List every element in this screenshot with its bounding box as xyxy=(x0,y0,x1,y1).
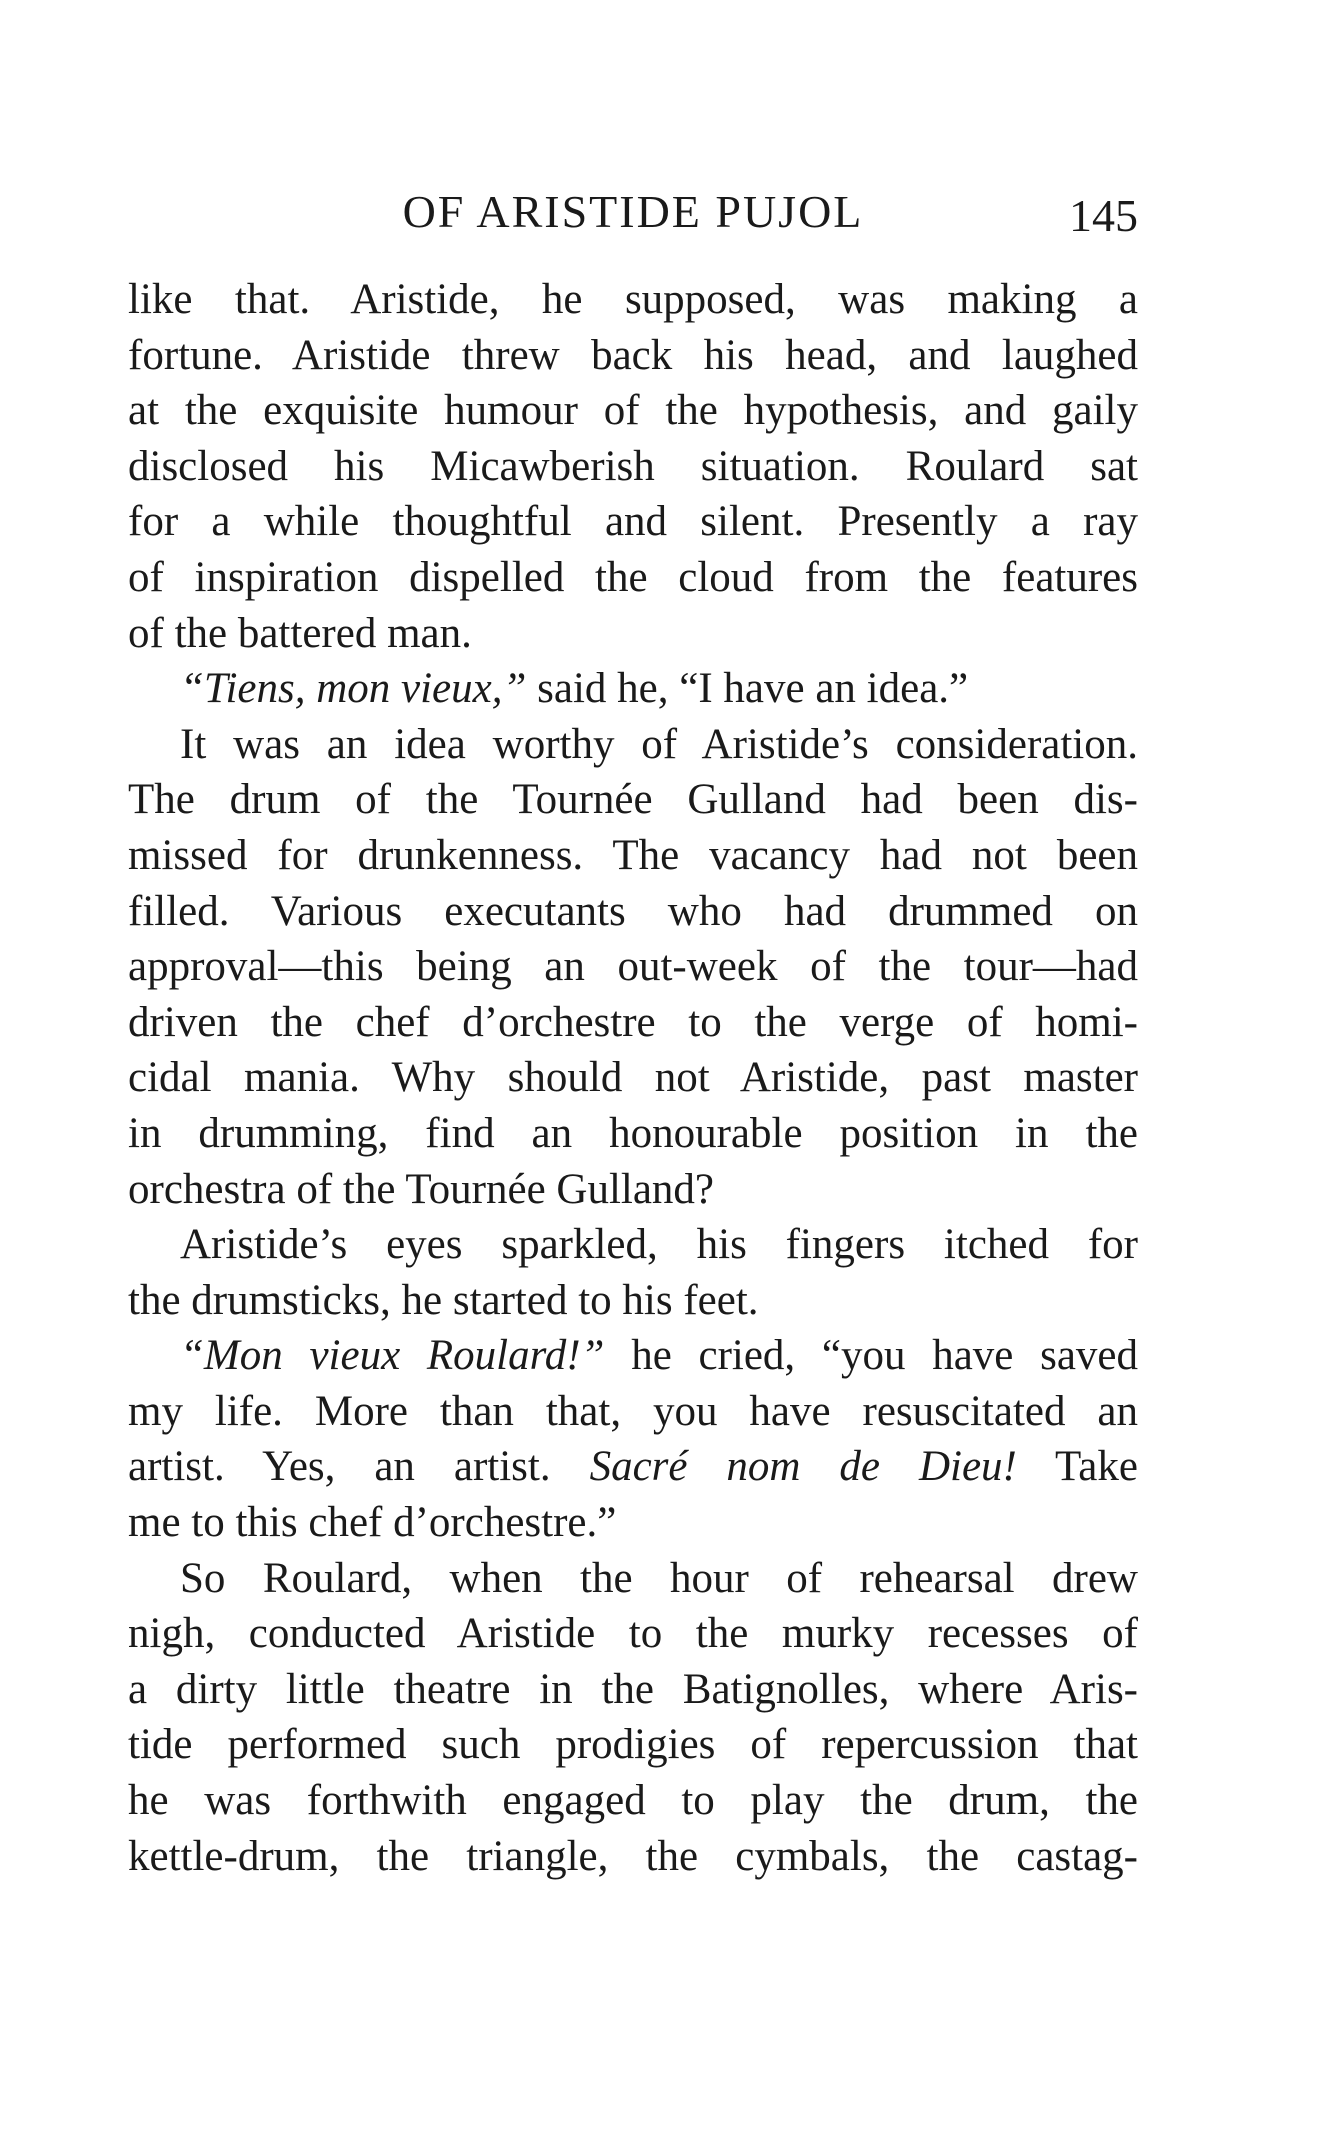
text-line: fortune. Aristide threw back his head, and laughed xyxy=(128,331,1138,379)
text-line: for a while thoughtful and silent. Presently a ray xyxy=(128,498,1138,546)
page-number: 145 xyxy=(1069,190,1138,241)
text-line: missed for drunkenness. The vacancy had not been xyxy=(128,831,1138,879)
text-line xyxy=(128,661,1138,717)
text-line: tide performed such prodigies of repercussion that xyxy=(128,1721,1138,1769)
text-line: driven the chef d’orchestre to the verge of homi- xyxy=(128,998,1138,1046)
text-line: cidal mania. Why should not Aristide, past master xyxy=(128,1054,1138,1102)
text-line: me to this chef d’orchestre.” xyxy=(128,1499,617,1547)
text-line: nigh, conducted Aristide to the murky recesses of xyxy=(128,1610,1138,1658)
text-line: orchestra of the Tournée Gulland? xyxy=(128,1165,715,1213)
text-line: the drumsticks, he started to his feet. xyxy=(128,1276,759,1324)
text-line: in drumming, find an honourable position in the xyxy=(128,1109,1138,1157)
text-line xyxy=(128,1439,1138,1495)
text-line: The drum of the Tournée Gulland had been dis- xyxy=(128,776,1138,824)
text-run: Take xyxy=(1016,1443,1138,1491)
text-line: of the battered man. xyxy=(128,609,472,657)
text-run: he cried, “you have saved xyxy=(604,1332,1138,1380)
text-run: artist. Yes, an artist. xyxy=(128,1443,590,1491)
italic-phrase: “Mon vieux Roulard!” xyxy=(180,1332,605,1380)
text-line: disclosed his Micawberish situation. Roulard sat xyxy=(128,442,1138,490)
text-line: my life. More than that, you have resuscitated an xyxy=(128,1387,1138,1435)
page-header xyxy=(128,185,1138,245)
text-line: filled. Various executants who had drummed on xyxy=(128,887,1138,935)
text-line: at the exquisite humour of the hypothesis, and gaily xyxy=(128,387,1138,435)
running-title: OF ARISTIDE PUJOL xyxy=(402,186,864,237)
text-line: approval—this being an out-week of the tour—had xyxy=(128,943,1138,991)
text-line: So Roulard, when the hour of rehearsal drew xyxy=(180,1554,1138,1602)
text-line: kettle-drum, the triangle, the cymbals, the castag- xyxy=(128,1832,1138,1880)
text-line: he was forthwith engaged to play the drum, the xyxy=(128,1777,1138,1825)
italic-phrase: Sacré nom de Dieu! xyxy=(589,1443,1017,1491)
text-line: It was an idea worthy of Aristide’s consideration. xyxy=(180,720,1138,768)
text-run: said he, “I have an idea.” xyxy=(526,665,969,713)
body-text xyxy=(128,272,1138,1884)
italic-phrase: “Tiens, mon vieux,” xyxy=(180,665,527,713)
text-line: of inspiration dispelled the cloud from the features xyxy=(128,553,1138,601)
text-line: a dirty little theatre in the Batignolles, where Aris- xyxy=(128,1665,1138,1713)
text-line: like that. Aristide, he supposed, was making a xyxy=(128,276,1138,323)
text-line xyxy=(128,1328,1138,1384)
text-line: Aristide’s eyes sparkled, his fingers itched for xyxy=(180,1221,1138,1269)
